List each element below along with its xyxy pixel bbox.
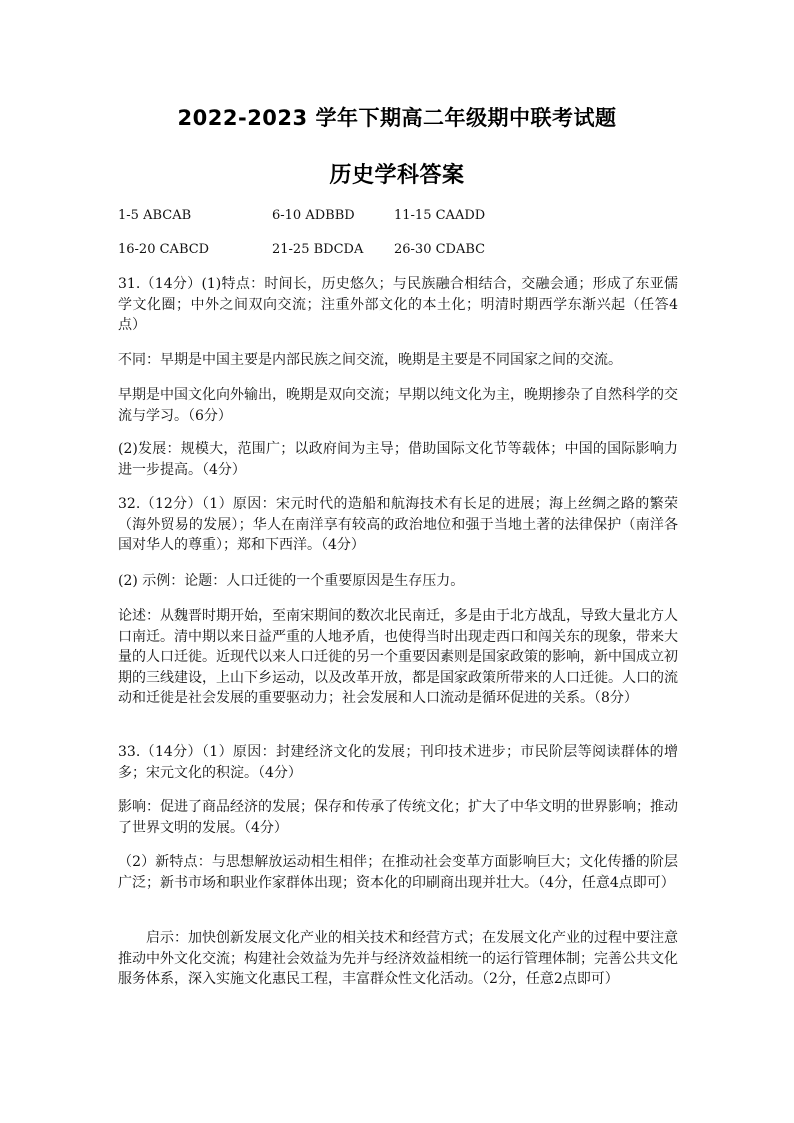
document-subtitle: 历史学科答案 [329, 163, 465, 188]
mcq-answer-group: 26-30 CDABC [394, 242, 486, 257]
answer-paragraph-q33-part2: （2）新特点：与思想解放运动相生相伴；在推动社会变革方面影响巨大；文化传播的阶层广泛；新书市场和职业作家群体出现；资本化的印刷商出现并壮大。（4分，任意4点即可） [118, 854, 678, 891]
mcq-answer-group: 6-10 ADBBD [272, 208, 355, 223]
answer-paragraph-q31-part2: (2)发展：规模大，范围广；以政府间为主导；借助国际文化节等载体；中国的国际影响力进一步提高。（4分） [118, 441, 678, 478]
mcq-answer-group: 11-15 CAADD [394, 208, 486, 223]
answer-paragraph-q33-insight: 启示：加快创新发展文化产业的相关技术和经营方式；在发展文化产业的过程中要注意推动中外文化交流；构建社会效益为先并与经济效益相统一的运行管理体制；完善公共文化服务体系，深入实施文化惠民工程，丰富群众性文化活动。（2分，任意2点即可） [118, 930, 678, 987]
answer-paragraph-q32-part2: (2) 示例：论题：人口迁徙的一个重要原因是生存压力。 [118, 573, 465, 589]
mcq-answer-group: 1-5 ABCAB [118, 208, 192, 223]
document-title: 2022-2023 学年下期高二年级期中联考试题 [177, 106, 617, 130]
answer-paragraph-q31-part1: 31.（14分）(1)特点：时间长，历史悠久；与民族融合相结合，交融会通；形成了东亚儒学文化圈；中外之间双向交流；注重外部文化的本土化；明清时期西学东渐兴起（任答4点） [118, 276, 678, 333]
answer-paragraph-q33-impact: 影响：促进了商品经济的发展；保存和传承了传统文化；扩大了中华文明的世界影响；推动了世界文明的发展。（4分） [118, 799, 678, 836]
answer-paragraph-q32-part1: 32.（12分）（1）原因：宋元时代的造船和航海技术有长足的进展；海上丝绸之路的繁荣（海外贸易的发展）；华人在南洋享有较高的政治地位和强于当地土著的法律保护（南洋各国对华人的尊重）；郑和下西洋。（4分） [118, 496, 678, 553]
answer-paragraph-q31-difference-cont: 早期是中国文化向外输出，晚期是双向交流；早期以纯文化为主，晚期掺杂了自然科学的交流与学习。（6分） [118, 387, 678, 424]
mcq-answer-group: 21-25 BDCDA [272, 242, 364, 257]
answer-paragraph-q31-difference: 不同：早期是中国主要是内部民族之间交流，晚期是主要是不同国家之间的交流。 [118, 352, 622, 368]
answer-paragraph-q33-part1: 33.（14分）（1）原因：封建经济文化的发展；刊印技术进步；市民阶层等阅读群体的增多；宋元文化的积淀。（4分） [118, 744, 678, 781]
answer-paragraph-q32-argument: 论述：从魏晋时期开始，至南宋期间的数次北民南迁，多是由于北方战乱，导致大量北方人口南迁。清中期以来日益严重的人地矛盾，也使得当时出现走西口和闯关东的现象，带来大量的人口迁徙。近现代以来人口迁徙的另一个重要因素则是国家政策的影响，新中国成立初期的三线建设，上山下乡运动，以及改革开放，都是国家政策所带来的人口迁徙。人口的流动和迁徙是社会发展的重要驱动力；社会发展和人口流动是循环促进的关系。（8分） [118, 608, 678, 706]
mcq-answer-group: 16-20 CABCD [118, 242, 210, 257]
